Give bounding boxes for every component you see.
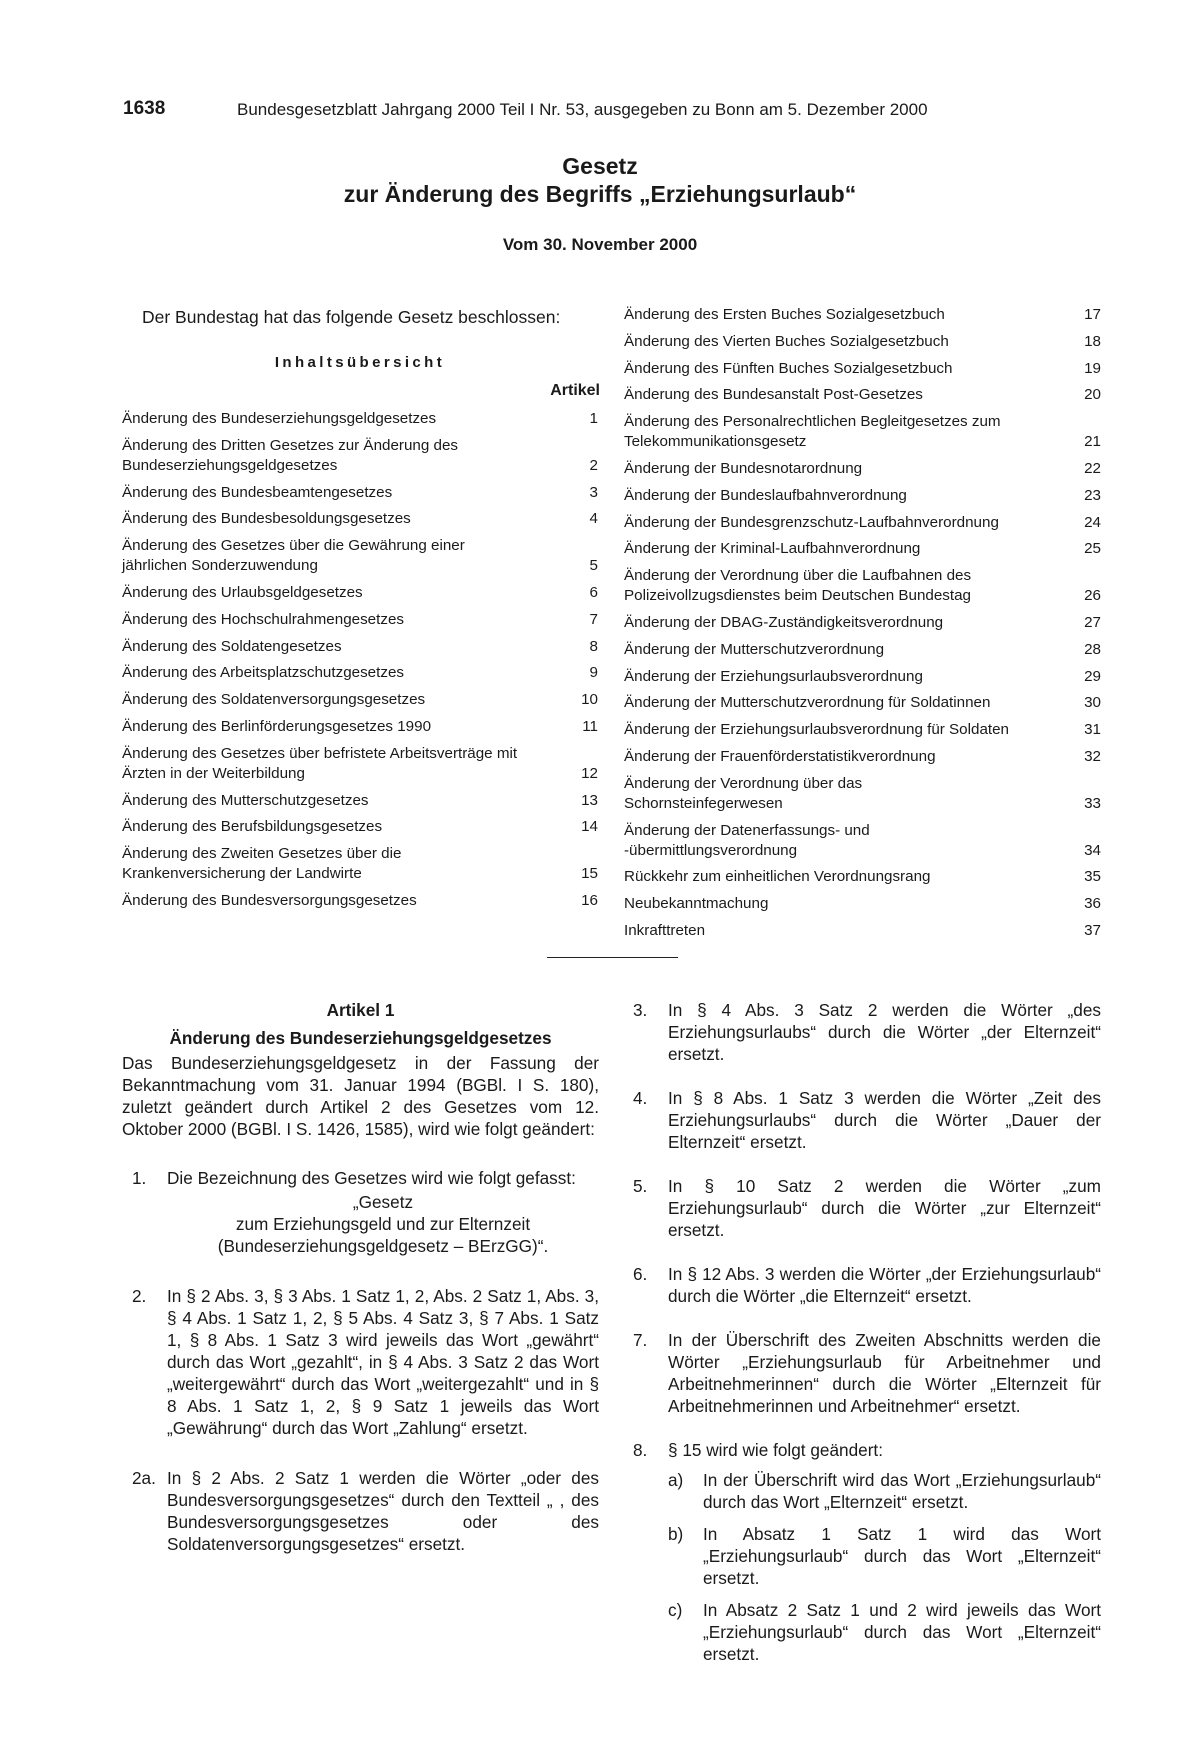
toc-item-number: 13 [581,791,598,809]
article-1-right-column [633,999,1101,1697]
toc-item-label: Änderung der Bundesgrenzschutz-Laufbahnverordnung [624,513,999,531]
toc-heading: Inhaltsübersicht [274,354,446,371]
toc-item [624,921,1101,941]
toc-item-label: Änderung des Personalrechtlichen Begleitgesetzes zum Telekommunikationsgesetz [624,413,1001,451]
toc-item [624,867,1101,887]
toc-item-label: Änderung des Soldatenversorgungsgesetzes [122,691,426,709]
page-number: 1638 [123,98,166,119]
toc-item [624,305,1101,325]
toc-item-label: Änderung des Dritten Gesetzes zur Änderung des Bundeserziehungsgeldgesetzes [122,436,459,474]
toc-item-number: 22 [1084,459,1101,477]
toc-item [624,720,1101,740]
toc-item [624,894,1101,914]
toc-item [624,774,1101,814]
toc-item [122,844,598,884]
toc-item [122,744,598,784]
toc-item-number: 35 [1084,868,1101,886]
amendment-list [122,1167,599,1555]
toc-item [122,483,598,503]
toc-item-label: Änderung der DBAG-Zuständigkeitsverordnung [624,613,944,631]
toc-item [122,891,598,911]
sub-item-marker: b) [668,1524,684,1544]
toc-item [122,536,598,576]
sub-item-marker: a) [668,1470,684,1490]
toc-item-label: Änderung des Bundesversorgungsgesetzes [122,891,417,909]
toc-item-number: 16 [581,891,598,909]
toc-item [624,747,1101,767]
sub-item-marker: c) [668,1600,683,1620]
toc-item-label: Änderung des Ersten Buches Sozialgesetzbuch [624,306,945,323]
toc-item-label: Änderung der Erziehungsurlaubsverordnung [624,667,923,685]
item-marker: 2a. [132,1468,156,1488]
toc-item-number: 12 [581,764,598,782]
toc-item-number: 15 [581,865,598,883]
toc-item-label: Änderung des Soldatengesetzes [122,637,342,655]
toc-item [122,509,598,529]
sub-item-text: In der Überschrift wird das Wort „Erziehungsurlaub“ durch das Wort „Elternzeit“ ersetzt. [703,1470,1101,1512]
toc-item-number: 27 [1084,613,1101,631]
amendment-item [132,1285,599,1439]
toc-item-label: Änderung der Datenerfassungs- und -übermittlungsverordnung [624,821,870,859]
toc-item [624,566,1101,606]
toc-item [122,817,598,837]
toc-item-number: 8 [589,637,598,655]
toc-item-number: 33 [1084,794,1101,812]
toc-item-number: 37 [1084,921,1101,939]
toc-item-number: 20 [1084,386,1101,404]
sub-amendment-item [668,1599,1101,1665]
toc-item-label: Änderung des Hochschulrahmengesetzes [122,610,404,628]
toc-item [122,583,598,603]
toc-item-number: 9 [589,664,598,682]
running-head: Bundesgesetzblatt Jahrgang 2000 Teil I Nr. 53, ausgegeben zu Bonn am 5. Dezember 2000 [237,100,928,119]
toc-item-label: Änderung der Bundeslaufbahnverordnung [624,486,907,504]
article-intro: Das Bundeserziehungsgeldgesetz in der Fassung der Bekanntmachung vom 31. Januar 1994 (BGBl. I S. 180), zuletzt geändert durch Artikel 2 des Gesetzes vom 12. Oktober 2000 (BGBl. I S. 1426, 1585), wird wie folgt geändert: [122,1053,599,1139]
toc-item-number: 25 [1084,540,1101,558]
item-text: In der Überschrift des Zweiten Abschnitts werden die Wörter „Erziehungsurlaub für Arbeitnehmer und Arbeitnehmerinnen“ durch die Wörter „Elternzeit für Arbeitnehmerinnen und Arbeitnehmer“ ersetzt. [668,1330,1101,1416]
toc-list-right [624,305,1101,948]
toc-item [122,436,598,476]
article-1-left-column [122,999,599,1583]
item-text: In § 2 Abs. 2 Satz 1 werden die Wörter „oder des Bundesversorgungsgesetzes“ durch den Textteil „ , des Bundesversorgungsgesetzes oder des Soldatenversorgungsgesetzes“ ersetzt. [167,1468,599,1554]
amendment-item [633,1439,1101,1675]
toc-item-number: 32 [1084,747,1101,765]
sub-item-text: In Absatz 1 Satz 1 wird das Wort „Erziehungsurlaub“ durch das Wort „Elternzeit“ ersetzt. [703,1524,1101,1588]
toc-item [624,486,1101,506]
toc-item-number: 34 [1084,841,1101,859]
item-marker: 7. [633,1330,648,1350]
toc-item-label: Änderung des Bundesbeamtengesetzes [122,483,393,501]
toc-item [122,717,598,737]
amendment-item [633,1263,1101,1307]
toc-item-label: Änderung des Bundeserziehungsgeldgesetzes [122,410,437,427]
toc-item [624,667,1101,687]
amendment-item [633,1175,1101,1241]
item-marker: 5. [633,1176,648,1196]
toc-item [624,693,1101,713]
item-marker: 4. [633,1088,648,1108]
toc-item-number: 30 [1084,694,1101,712]
toc-item-label: Änderung des Fünften Buches Sozialgesetzbuch [624,359,953,377]
toc-item-label: Änderung des Vierten Buches Sozialgesetzbuch [624,332,949,350]
item-text: In § 8 Abs. 1 Satz 3 werden die Wörter „Zeit des Erziehungsurlaubs“ durch die Wörter „Dauer der Elternzeit“ ersetzt. [668,1088,1101,1152]
toc-item [122,610,598,630]
toc-item-number: 28 [1084,640,1101,658]
title-line-1: Gesetz [562,153,638,179]
toc-list-left [122,409,598,918]
toc-item-number: 7 [589,610,598,628]
toc-item [624,539,1101,559]
toc-item-number: 24 [1084,513,1101,531]
amendment-list [633,999,1101,1675]
item-marker: 6. [633,1264,648,1284]
quoted-title [167,1191,599,1257]
amendment-item [633,999,1101,1065]
toc-item-number: 23 [1084,486,1101,504]
toc-item-number: 5 [589,557,598,575]
amendment-item [132,1167,599,1257]
quoted-line: „Gesetz [352,1192,414,1212]
toc-item [122,690,598,710]
toc-item-label: Änderung der Bundesnotarordnung [624,459,863,477]
item-text: In § 2 Abs. 3, § 3 Abs. 1 Satz 1, 2, Abs. 2 Satz 1, Abs. 3, § 4 Abs. 1 Satz 1, 2, § 5 Abs. 4 Satz 3, § 7 Abs. 1 Satz 1, § 8 Abs. 1 Satz 3 wird jeweils das Wort „gewährt“ durch das Wort „gezahlt“, in § 4 Abs. 3 Satz 2 das Wort „weitergewährt“ durch das Wort „weitergezahlt“ und in § 8 Abs. 1 Satz 1, 2, § 9 Satz 1 jeweils das Wort „Gewährung“ durch das Wort „Zahlung“ ersetzt. [167,1286,599,1438]
toc-item-label: Änderung des Bundesbesoldungsgesetzes [122,510,411,528]
toc-item-label: Änderung der Frauenförderstatistikverordnung [624,747,936,765]
toc-item-label: Änderung der Kriminal-Laufbahnverordnung [624,540,921,558]
toc-item [122,409,598,429]
toc-item-number: 19 [1084,359,1101,377]
toc-item-label: Änderung des Mutterschutzgesetzes [122,791,369,809]
toc-item-number: 36 [1084,895,1101,913]
toc-item-number: 2 [589,456,598,474]
toc-item [624,640,1101,660]
item-marker: 1. [132,1168,147,1188]
sub-amendment-item [668,1469,1101,1513]
item-text [668,1439,1101,1675]
law-date: Vom 30. November 2000 [502,235,698,254]
toc-item-label: Änderung der Erziehungsurlaubsverordnung für Soldaten [624,721,1010,739]
quoted-line: (Bundeserziehungsgeldgesetz – BErzGG)“. [217,1236,549,1256]
item-body: Die Bezeichnung des Gesetzes wird wie folgt gefasst: [167,1168,576,1188]
toc-column-label: Artikel [550,382,600,399]
toc-item-label: Änderung des Arbeitsplatzschutzgesetzes [122,664,404,682]
toc-item [624,513,1101,533]
toc-item-number: 31 [1084,721,1101,739]
sub-amendment-item [668,1523,1101,1589]
toc-item-label: Änderung des Zweiten Gesetzes über die Krankenversicherung der Landwirte [122,845,402,883]
item-body: § 15 wird wie folgt geändert: [668,1440,883,1460]
toc-item [624,459,1101,479]
toc-item [122,637,598,657]
toc-item-number: 18 [1084,332,1101,350]
toc-item-label: Änderung des Gesetzes über die Gewährung einer jährlichen Sonderzuwendung [122,537,465,575]
toc-item [624,821,1101,861]
toc-item-label: Änderung des Urlaubsgeldgesetzes [122,583,363,601]
toc-item-number: 6 [589,583,598,601]
sub-amendment-list [668,1469,1101,1665]
toc-item-label: Änderung der Verordnung über die Laufbahnen des Polizeivollzugsdienstes beim Deutschen Bundestag [624,567,972,605]
toc-item-label: Änderung der Verordnung über das Schornsteinfegerwesen [624,774,863,812]
item-marker: 8. [633,1440,648,1460]
toc-item-label: Änderung des Berlinförderungsgesetzes 1990 [122,717,432,735]
toc-item [122,791,598,811]
title-line-2: zur Änderung des Begriffs „Erziehungsurlaub“ [343,181,857,207]
quoted-line: zum Erziehungsgeld und zur Elternzeit [235,1214,531,1234]
item-text [167,1167,599,1257]
amendment-item [633,1087,1101,1153]
toc-item-number: 1 [589,410,598,427]
toc-item-label: Rückkehr zum einheitlichen Verordnungsrang [624,868,931,886]
section-divider [547,957,678,958]
item-text: In § 4 Abs. 3 Satz 2 werden die Wörter „des Erziehungsurlaubs“ durch die Wörter „der Elternzeit“ ersetzt. [668,1000,1101,1064]
toc-item [624,385,1101,405]
toc-item-number: 17 [1084,306,1101,323]
sub-item-text: In Absatz 2 Satz 1 und 2 wird jeweils das Wort „Erziehungsurlaub“ durch das Wort „Elternzeit“ ersetzt. [703,1600,1101,1664]
item-text: In § 12 Abs. 3 werden die Wörter „der Erziehungsurlaub“ durch die Wörter „die Elternzeit“ ersetzt. [668,1264,1101,1306]
toc-item-label: Änderung der Mutterschutzverordnung für Soldatinnen [624,694,991,712]
toc-item [624,359,1101,379]
article-heading: Artikel 1 [326,1000,395,1020]
toc-item-label: Änderung der Mutterschutzverordnung [624,640,885,658]
toc-item-number: 11 [582,717,598,735]
toc-item [122,663,598,683]
toc-item-number: 14 [581,818,598,836]
toc-item [624,412,1101,452]
toc-item-number: 29 [1084,667,1101,685]
toc-item-number: 3 [589,483,598,501]
toc-item-number: 26 [1084,587,1101,605]
amendment-item [132,1467,599,1555]
amendment-item [633,1329,1101,1417]
toc-item-label: Änderung des Berufsbildungsgesetzes [122,818,383,836]
item-marker: 3. [633,1000,648,1020]
toc-item-label: Änderung des Gesetzes über befristete Arbeitsverträge mit Ärzten in der Weiterbildung [122,744,518,782]
toc-item [624,332,1101,352]
toc-item [624,613,1101,633]
toc-item-number: 21 [1084,433,1101,451]
toc-item-label: Neubekanntmachung [624,895,769,913]
toc-item-number: 10 [581,691,598,709]
item-text: In § 10 Satz 2 werden die Wörter „zum Erziehungsurlaub“ durch die Wörter „zur Elternzeit“ ersetzt. [668,1176,1101,1240]
law-title [0,152,1200,208]
article-subheading: Änderung des Bundeserziehungsgeldgesetzes [169,1028,552,1048]
item-marker: 2. [132,1286,147,1306]
enactment-clause: Der Bundestag hat das folgende Gesetz beschlossen: [142,307,561,327]
toc-item-number: 4 [589,510,598,528]
toc-item-label: Änderung des Bundesanstalt Post-Gesetzes [624,386,923,404]
toc-item-label: Inkrafttreten [624,921,706,939]
